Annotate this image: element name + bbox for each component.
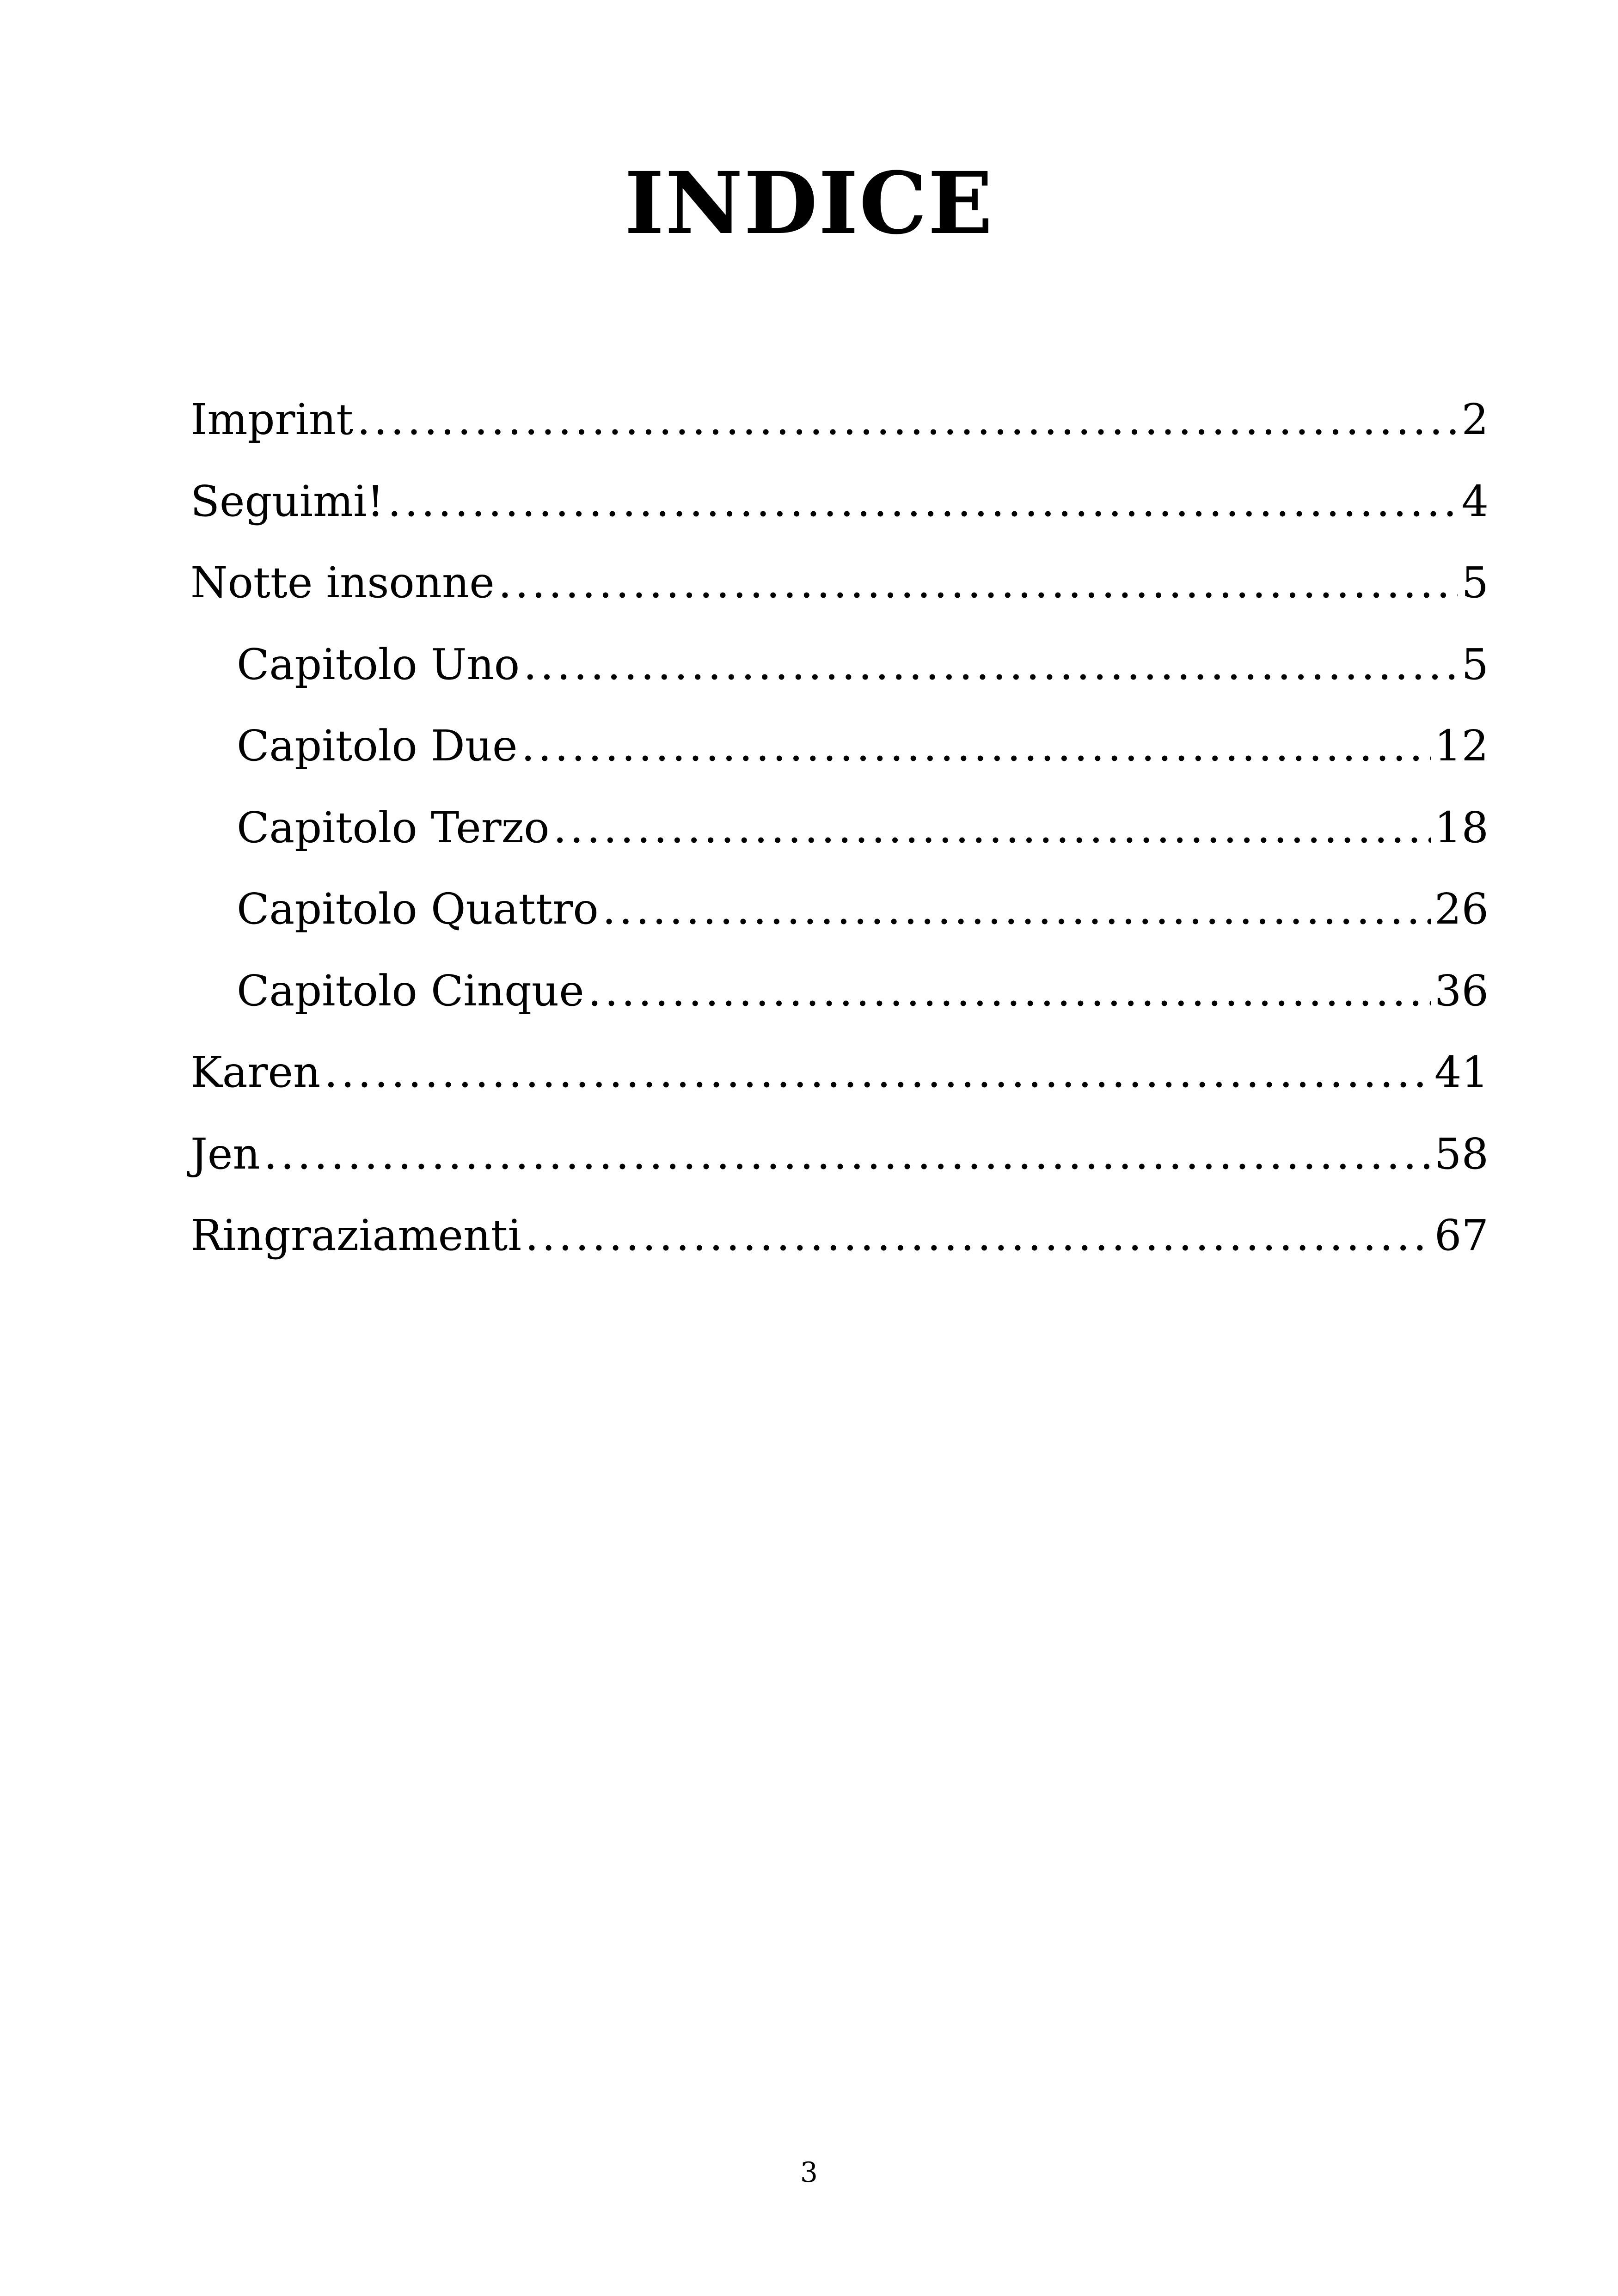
toc-entry-label: Capitolo Quattro: [237, 884, 599, 934]
toc-entry-label: Capitolo Due: [237, 721, 518, 771]
toc-entry-label: Notte insonne: [190, 558, 495, 607]
toc-entry-capitolo-uno[interactable]: [190, 624, 1489, 706]
toc-entry-page: 26: [1434, 884, 1489, 934]
dot-leader: [553, 787, 1430, 869]
toc-entry-imprint[interactable]: [190, 379, 1489, 461]
page-number: 3: [800, 2156, 818, 2189]
dot-leader: [498, 542, 1458, 624]
page-title: INDICE: [624, 153, 994, 253]
dot-leader: [264, 1114, 1431, 1195]
toc-entry-page: 18: [1434, 802, 1489, 852]
toc-entry-page: 2: [1461, 395, 1489, 444]
toc-entry-label: Ringraziamenti: [190, 1211, 521, 1260]
dot-leader: [602, 869, 1431, 950]
toc-entry-capitolo-terzo[interactable]: [190, 787, 1489, 869]
toc-entry-label: Capitolo Terzo: [237, 802, 550, 852]
toc-entry-page: 4: [1461, 476, 1489, 526]
toc-entry-label: Jen: [190, 1129, 260, 1179]
table-of-contents: [190, 379, 1489, 1277]
toc-entry-page: 5: [1461, 558, 1489, 607]
dot-leader: [388, 461, 1458, 543]
toc-entry-page: 12: [1434, 721, 1489, 771]
toc-entry-seguimi[interactable]: [190, 461, 1489, 543]
toc-entry-label: Capitolo Uno: [237, 639, 520, 689]
dot-leader: [525, 1195, 1431, 1277]
dot-leader: [588, 950, 1431, 1032]
toc-entry-page: 36: [1434, 966, 1489, 1016]
toc-entry-page: 41: [1434, 1047, 1489, 1097]
toc-entry-karen[interactable]: [190, 1032, 1489, 1114]
toc-entry-capitolo-due[interactable]: [190, 705, 1489, 787]
toc-entry-notte-insonne[interactable]: [190, 542, 1489, 624]
toc-entry-label: Capitolo Cinque: [237, 966, 584, 1016]
toc-entry-page: 58: [1434, 1129, 1489, 1179]
toc-entry-capitolo-quattro[interactable]: [190, 869, 1489, 950]
toc-entry-label: Karen: [190, 1047, 321, 1097]
dot-leader: [521, 705, 1430, 787]
dot-leader: [324, 1032, 1431, 1114]
toc-entry-capitolo-cinque[interactable]: [190, 950, 1489, 1032]
toc-entry-label: Seguimi!: [190, 476, 384, 526]
toc-entry-page: 67: [1434, 1211, 1489, 1260]
toc-entry-ringraziamenti[interactable]: [190, 1195, 1489, 1277]
toc-entry-page: 5: [1461, 639, 1489, 689]
dot-leader: [357, 379, 1458, 461]
dot-leader: [523, 624, 1458, 706]
toc-entry-label: Imprint: [190, 395, 354, 444]
toc-entry-jen[interactable]: [190, 1114, 1489, 1195]
